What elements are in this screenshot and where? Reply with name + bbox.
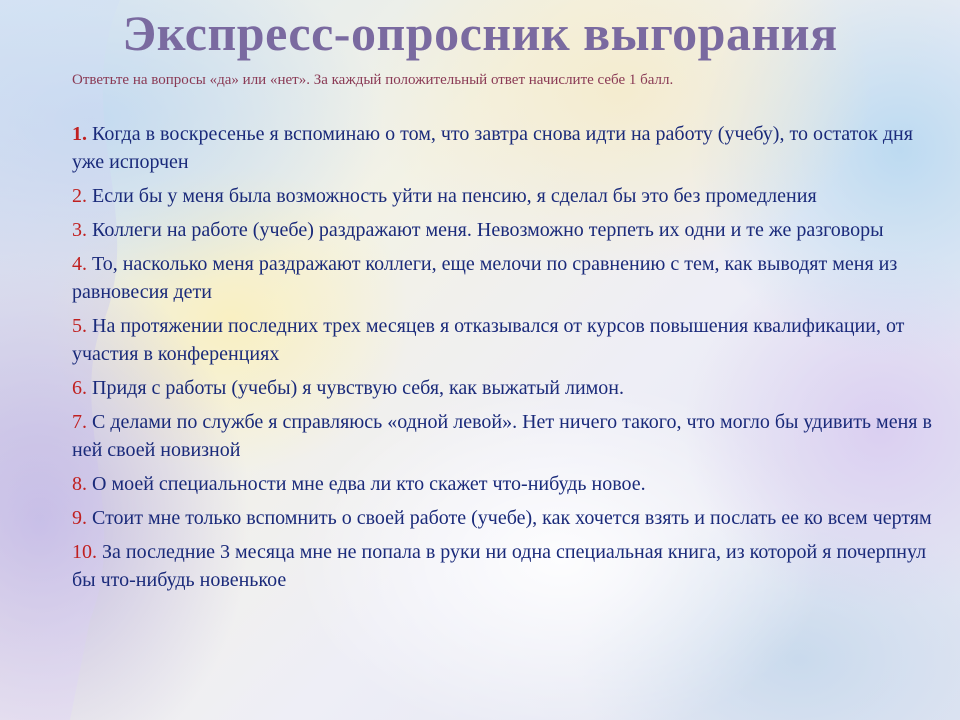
question-item-3	[72, 216, 932, 244]
slide-title: Экспресс-опросник выгорания	[122, 5, 838, 61]
question-number: 3.	[72, 219, 87, 241]
question-number: 8.	[72, 473, 87, 495]
question-number: 9.	[72, 507, 87, 529]
question-number: 1.	[72, 123, 87, 145]
question-number: 4.	[72, 253, 87, 275]
question-item-9	[72, 504, 932, 532]
question-item-7	[72, 408, 932, 464]
question-item-1	[72, 120, 932, 176]
question-text: С делами по службе я справляюсь «одной левой». Нет ничего такого, что могло бы удивить меня в ней своей новизной	[72, 411, 932, 461]
question-text: Стоит мне только вспомнить о своей работе (учебе), как хочется взять и послать ее ко всем чертям	[87, 507, 932, 529]
question-item-6	[72, 374, 932, 402]
question-item-2	[72, 182, 932, 210]
instruction-text: Ответьте на вопросы «да» или «нет». За каждый положительный ответ начислите себе 1 балл.	[72, 72, 674, 88]
question-number: 5.	[72, 315, 87, 337]
question-text: О моей специальности мне едва ли кто скажет что-нибудь новое.	[87, 473, 646, 495]
question-item-4	[72, 250, 932, 306]
question-text: Когда в воскресенье я вспоминаю о том, что завтра снова идти на работу (учебу), то остаток дня уже испорчен	[72, 123, 913, 173]
question-item-8	[72, 470, 932, 498]
question-number: 2.	[72, 185, 87, 207]
question-text: За последние 3 месяца мне не попала в руки ни одна специальная книга, из которой я почерпнул бы что-нибудь новенькое	[72, 541, 927, 591]
question-list	[72, 120, 932, 600]
question-item-5	[72, 312, 932, 368]
question-item-10	[72, 538, 932, 594]
question-text: Коллеги на работе (учебе) раздражают меня. Невозможно терпеть их одни и те же разговоры	[87, 219, 884, 241]
question-text: Придя с работы (учебы) я чувствую себя, как выжатый лимон.	[87, 377, 625, 399]
question-text: Если бы у меня была возможность уйти на пенсию, я сделал бы это без промедления	[87, 185, 817, 207]
question-text: На протяжении последних трех месяцев я отказывался от курсов повышения квалификации, от участия в конференциях	[72, 315, 905, 365]
question-number: 10.	[72, 541, 97, 563]
question-number: 7.	[72, 411, 87, 433]
question-text: То, насколько меня раздражают коллеги, еще мелочи по сравнению с тем, как выводят меня из равновесия дети	[72, 253, 898, 303]
question-number: 6.	[72, 377, 87, 399]
